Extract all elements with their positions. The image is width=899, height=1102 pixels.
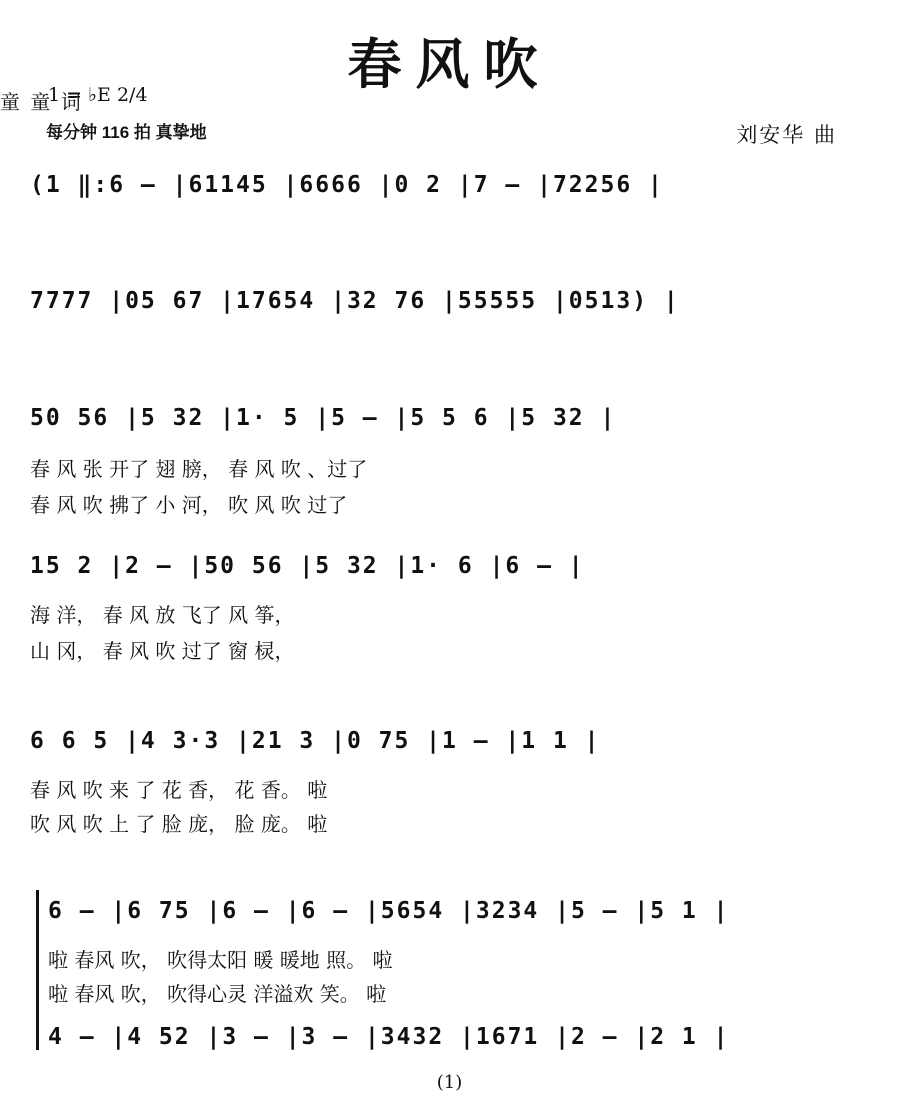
tempo-marking: 每分钟 116 拍 真挚地 [46,123,207,142]
notes-line-upper: 6 — |6 75 |6 — |6 — |5654 |3234 |5 — |5 1 | [48,898,730,924]
key-signature: 1 = ♭E 2/4 [48,84,148,106]
lyrics-verse-1: 海 洋， 春 风 放 飞了 风 筝， [30,603,295,627]
system-brace [36,890,39,1050]
notes-line: (1 ‖:6 — |61145 |6666 |0 2 |7 — |72256 | [30,172,664,198]
notes-line: 50 56 |5 32 |1· 5 |5 — |5 5 6 |5 32 | [30,405,617,431]
lyrics-verse-1: 春 风 张 开了 翅 膀， 春 风 吹 、过了 [30,457,368,481]
lyricist-credit: 童 童 词 [0,90,83,114]
lyrics-verse-2: 啦 春风 吹， 吹得心灵 洋溢欢 笑。 啦 [48,982,387,1006]
notes-line: 15 2 |2 — |50 56 |5 32 |1· 6 |6 — | [30,553,585,579]
lyrics-verse-1: 春 风 吹 来 了 花 香， 花 香。 啦 [30,778,328,802]
lyrics-verse-2: 吹 风 吹 上 了 脸 庞， 脸 庞。 啦 [30,812,328,836]
notes-line: 6 6 5 |4 3·3 |21 3 |0 75 |1 — |1 1 | [30,728,601,754]
page-number: (1) [436,1072,463,1093]
lyrics-verse-2: 山 冈， 春 风 吹 过了 窗 棂， [30,639,295,663]
composer-credit: 刘安华 曲 [736,123,837,147]
notes-line-lower: 4 — |4 52 |3 — |3 — |3432 |1671 |2 — |2 1 | [48,1024,730,1050]
song-title: 春风吹 [347,33,552,96]
lyrics-verse-2: 春 风 吹 拂了 小 河， 吹 风 吹 过了 [30,493,348,517]
lyrics-verse-1: 啦 春风 吹， 吹得太阳 暖 暖地 照。 啦 [48,948,393,972]
notes-line: 7777 |05 67 |17654 |32 76 |55555 |0513) | [30,288,680,314]
